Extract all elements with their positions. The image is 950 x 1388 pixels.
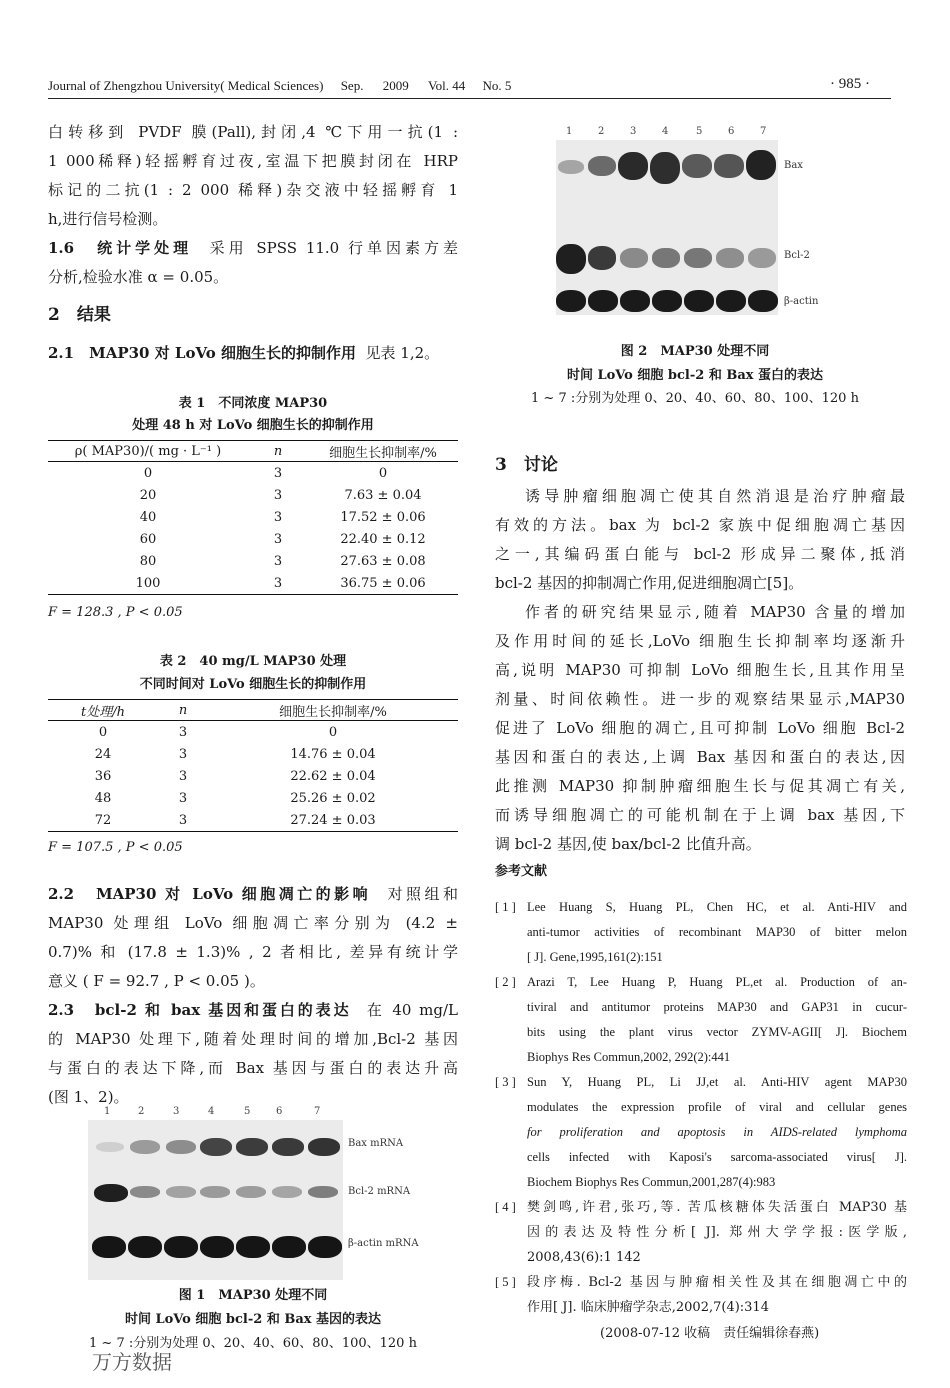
- reference-line: for proliferation and apoptosis in AIDS-related lymphoma: [527, 1125, 907, 1139]
- table-2-subtitle: 不同时间对 LoVo 细胞生长的抑制作用: [139, 677, 367, 692]
- received-note: (2008-07-12 收稿 责任编辑徐春燕): [600, 1326, 820, 1341]
- text-line: 采用 SPSS 11.0 行单因素方差: [209, 239, 458, 257]
- band: [200, 1138, 232, 1156]
- intro-paragraph: [48, 118, 458, 292]
- gel-image: [88, 1120, 343, 1280]
- running-header: [48, 78, 511, 94]
- reference-item: [495, 1270, 907, 1320]
- band: [716, 248, 744, 268]
- reference-line: tiviral and antitumor proteins MAP30 and GAP31 in cucur-: [527, 1000, 907, 1014]
- text-line: 见表 1,2。: [365, 344, 440, 362]
- table-cell: 40: [139, 509, 157, 525]
- text-line: 分析,检验水准 α = 0.05。: [48, 268, 229, 286]
- band: [652, 248, 680, 268]
- table-cell: 3: [178, 746, 188, 762]
- issue-year: 2009: [382, 78, 409, 93]
- table-cell: 36: [94, 768, 112, 784]
- text-line: [48, 880, 458, 909]
- column-header: 细胞生长抑制率/%: [308, 441, 458, 462]
- band: [746, 150, 776, 180]
- text-line: 0.7)% 和 (17.8 ± 1.3)% , 2 者相比, 差异有统计学: [48, 943, 458, 961]
- discussion-paragraph-1: [495, 482, 905, 859]
- band: [166, 1186, 196, 1198]
- column-header: n: [158, 700, 208, 721]
- band: [272, 1138, 304, 1156]
- table-cell: 80: [139, 553, 157, 569]
- lane-number: 6: [276, 1106, 283, 1117]
- text-line: 白转移到 PVDF 膜(Pall),封闭,4 ℃下用一抗(1 :: [48, 123, 458, 141]
- table-cell: 3: [273, 487, 283, 503]
- band: [684, 290, 714, 312]
- table-cell: 3: [178, 724, 188, 740]
- text-line: 对照组和: [387, 885, 458, 903]
- table-cell: 17.52 ± 0.06: [340, 509, 426, 525]
- gel-image: [556, 140, 778, 315]
- watermark: 万方数据: [92, 1350, 172, 1374]
- table-1-note: F = 128.3 , P < 0.05: [48, 605, 183, 620]
- journal-name: Journal of Zhengzhou University( Medical Sciences): [48, 78, 324, 93]
- table-cell: 14.76 ± 0.04: [290, 746, 376, 762]
- reference-item: [495, 1195, 907, 1270]
- reference-number: [ 2 ]: [495, 975, 516, 989]
- band: [652, 290, 682, 312]
- text-line: 的 MAP30 处理下,随着处理时间的增加,Bcl-2 基因: [48, 1030, 458, 1048]
- figure-1: [80, 1100, 460, 1275]
- table-cell: 3: [178, 790, 188, 806]
- reference-number: [ 3 ]: [495, 1075, 516, 1089]
- reference-line: Biophys Res Commun,2002, 292(2):441: [527, 1050, 731, 1064]
- figure-2: [520, 120, 900, 320]
- reference-line: [ J]. Gene,1995,161(2):151: [527, 950, 663, 964]
- text-line: (图 1、2)。: [48, 1088, 129, 1106]
- table-row: [48, 528, 458, 550]
- issue-number: No. 5: [482, 78, 512, 93]
- heading-1-6: 1.6 统计学处理: [48, 239, 193, 257]
- table-1: [48, 440, 458, 595]
- table-cell: 20: [139, 487, 157, 503]
- text-line: bcl-2 基因的抑制凋亡作用,促进细胞凋亡[5]。: [495, 574, 804, 592]
- band-label: Bax mRNA: [348, 1138, 404, 1149]
- reference-line: bits using the plant virus vector ZYMV-AGII[ J]. Biochem: [527, 1025, 907, 1039]
- text-line: 意义 ( F = 92.7 , P < 0.05 )。: [48, 972, 265, 990]
- table-cell: 0: [328, 724, 338, 740]
- reference-line: 因的表达及特性分析[ J]. 郑州大学学报:医学版,: [527, 1225, 907, 1240]
- table-cell: 22.62 ± 0.04: [290, 768, 376, 784]
- table-cell: 72: [48, 809, 158, 832]
- band: [714, 154, 744, 178]
- table-2-note: F = 107.5 , P < 0.05: [48, 840, 183, 855]
- table-row: [48, 572, 458, 595]
- band: [748, 290, 778, 312]
- table-cell: 24: [94, 746, 112, 762]
- heading-2-2: 2.2 MAP30 对 LoVo 细胞凋亡的影响: [48, 885, 372, 903]
- band: [164, 1236, 198, 1258]
- section-1-6: [48, 234, 458, 263]
- reference-line: Sun Y, Huang PL, Li JJ,et al. Anti-HIV agent MAP30: [527, 1075, 907, 1089]
- text-line: 及作用时间的延长,LoVo 细胞生长抑制率均逐渐升: [495, 632, 905, 650]
- band: [620, 290, 650, 312]
- band: [308, 1138, 340, 1156]
- table-cell: 0: [98, 724, 108, 740]
- reference-line: anti-tumor activities of recombinant MAP30 of bitter melon: [527, 925, 907, 939]
- band: [94, 1184, 128, 1202]
- band: [618, 152, 648, 180]
- text-line: 标记的二抗(1 : 2 000 稀释)杂交液中轻摇孵育 1: [48, 181, 458, 199]
- text-line: 作者的研究结果显示,随着 MAP30 含量的增加: [525, 603, 905, 621]
- text-line: [48, 996, 458, 1025]
- lane-number: 4: [208, 1106, 215, 1117]
- table-row: [48, 809, 458, 832]
- table-2-title: 表 2 40 mg/L MAP30 处理: [159, 654, 347, 669]
- text-line: 之一,其编码蛋白能与 bcl-2 形成异二聚体,抵消: [495, 545, 905, 563]
- heading-2-1: 2.1 MAP30 对 LoVo 细胞生长的抑制作用: [48, 344, 356, 362]
- reference-line: modulates the expression profile of viral and cellular genes: [527, 1100, 907, 1114]
- reference-item: [495, 1070, 907, 1195]
- table-header-row: [48, 441, 458, 462]
- band: [236, 1186, 266, 1198]
- figure-1-caption: 图 1 MAP30 处理不同: [178, 1288, 328, 1303]
- band: [588, 156, 616, 176]
- table-cell: 3: [248, 572, 308, 595]
- band: [620, 248, 648, 268]
- text-line: 高,说明 MAP30 可抑制 LoVo 细胞生长,且其作用呈: [495, 661, 905, 679]
- table-cell: 25.26 ± 0.02: [290, 790, 376, 806]
- section-2-1: [48, 339, 458, 368]
- reference-line: 樊剑鸣,许君,张巧,等. 苦瓜核糖体失活蛋白 MAP30 基: [527, 1200, 907, 1215]
- band: [558, 160, 584, 174]
- text-line: 剂量、时间依赖性。进一步的观察结果显示,MAP30: [495, 690, 905, 708]
- band: [684, 248, 712, 268]
- band: [130, 1186, 160, 1198]
- table-2: [48, 699, 458, 832]
- lane-number: 5: [696, 126, 703, 137]
- band-label: β-actin: [784, 296, 819, 307]
- figure-2-legend: 1 ~ 7 :分别为处理 0、20、40、60、80、100、120 h: [531, 391, 859, 406]
- table-row: [48, 743, 458, 765]
- lane-number: 7: [314, 1106, 321, 1117]
- table-row: [48, 550, 458, 572]
- table-cell: 7.63 ± 0.04: [344, 487, 422, 503]
- text-line: 促进了 LoVo 细胞的凋亡,且可抑制 LoVo 细胞 Bcl-2: [495, 719, 905, 737]
- figure-2-caption: 时间 LoVo 细胞 bcl-2 和 Bax 蛋白的表达: [566, 368, 824, 383]
- reference-line: Lee Huang S, Huang PL, Chen HC, et al. Anti-HIV and: [527, 900, 907, 914]
- table-row: [48, 506, 458, 528]
- table-cell: 48: [94, 790, 112, 806]
- table-cell: 3: [273, 531, 283, 547]
- band: [650, 152, 680, 184]
- section-3-heading: 3 讨论: [495, 455, 558, 475]
- band: [588, 290, 618, 312]
- lane-number: 2: [138, 1106, 145, 1117]
- band: [308, 1236, 342, 1258]
- lane-number: 6: [728, 126, 735, 137]
- column-header: 细胞生长抑制率/%: [208, 700, 458, 721]
- table-row: [48, 721, 458, 744]
- band: [166, 1140, 196, 1154]
- table-cell: 27.24 ± 0.03: [208, 809, 458, 832]
- table-1-subtitle: 处理 48 h 对 LoVo 细胞生长的抑制作用: [132, 418, 374, 433]
- table-cell: 3: [273, 465, 283, 481]
- table-cell: 27.63 ± 0.08: [340, 553, 426, 569]
- section-2-heading: 2 结果: [48, 305, 111, 325]
- band: [588, 246, 616, 270]
- issue-volume: Vol. 44: [427, 78, 466, 93]
- band: [128, 1236, 162, 1258]
- table-cell: 60: [139, 531, 157, 547]
- band: [556, 244, 586, 274]
- text-line: 基因和蛋白的表达,上调 Bax 基因和蛋白的表达,因: [495, 748, 905, 766]
- band: [556, 290, 586, 312]
- text-line: 此推测 MAP30 抑制肿瘤细胞生长与促其凋亡有关,: [495, 777, 905, 795]
- table-cell: 3: [178, 768, 188, 784]
- band: [96, 1142, 124, 1152]
- column-header: n: [248, 441, 308, 462]
- band: [200, 1186, 230, 1198]
- table-row: [48, 765, 458, 787]
- header-rule: [48, 98, 891, 99]
- band: [748, 248, 776, 268]
- page-number: · 985 ·: [830, 76, 870, 92]
- text-line: 在 40 mg/L: [366, 1001, 458, 1019]
- text-line: 有效的方法。bax 为 bcl-2 家族中促细胞凋亡基因: [495, 516, 905, 534]
- reference-number: [ 4 ]: [495, 1200, 516, 1214]
- references-heading: 参考文献: [495, 864, 548, 879]
- reference-item: [495, 970, 907, 1070]
- table-cell: 3: [158, 809, 208, 832]
- band: [308, 1186, 338, 1198]
- table-cell: 3: [273, 509, 283, 525]
- band: [200, 1236, 234, 1258]
- section-2-2: [48, 880, 458, 1112]
- heading-2-3: 2.3 bcl-2 和 bax 基因和蛋白的表达: [48, 1001, 352, 1019]
- band: [236, 1236, 270, 1258]
- lane-number: 7: [760, 126, 767, 137]
- lane-number: 5: [244, 1106, 251, 1117]
- reference-number: [ 1 ]: [495, 900, 516, 914]
- band: [130, 1140, 160, 1154]
- band: [272, 1186, 302, 1198]
- table-cell: 0: [378, 465, 388, 481]
- figure-2-caption: 图 2 MAP30 处理不同: [620, 344, 770, 359]
- reference-line: Arazi T, Lee Huang P, Huang PL,et al. Production of an-: [527, 975, 907, 989]
- text-line: 诱导肿瘤细胞凋亡使其自然消退是治疗肿瘤最: [525, 487, 905, 505]
- reference-number: [ 5 ]: [495, 1275, 516, 1289]
- reference-line: cells infected with Kaposi's sarcoma-associated virus[ J].: [527, 1150, 907, 1164]
- table-cell: 3: [273, 553, 283, 569]
- band-label: β-actin mRNA: [348, 1238, 419, 1249]
- lane-number: 1: [566, 126, 573, 137]
- text-line: MAP30 处理组 LoVo 细胞凋亡率分别为 (4.2 ±: [48, 914, 458, 932]
- table-1-title: 表 1 不同浓度 MAP30: [178, 396, 328, 411]
- lane-number: 3: [630, 126, 637, 137]
- text-line: 调 bcl-2 基因,使 bax/bcl-2 比值升高。: [495, 835, 761, 853]
- issue-month: Sep.: [340, 78, 364, 93]
- lane-number: 3: [173, 1106, 180, 1117]
- table-cell: 0: [143, 465, 153, 481]
- table-row: [48, 462, 458, 485]
- band: [716, 290, 746, 312]
- reference-line: 作用[ J]. 临床肿瘤学杂志,2002,7(4):314: [527, 1300, 769, 1315]
- table-row: [48, 787, 458, 809]
- band: [682, 154, 712, 178]
- table-cell: 22.40 ± 0.12: [340, 531, 426, 547]
- table-cell: 36.75 ± 0.06: [308, 572, 458, 595]
- table-header-row: [48, 700, 458, 721]
- band-label: Bcl-2: [784, 250, 810, 261]
- band-label: Bcl-2 mRNA: [348, 1186, 411, 1197]
- figure-1-caption: 时间 LoVo 细胞 bcl-2 和 Bax 基因的表达: [124, 1312, 382, 1327]
- figure-1-legend: 1 ~ 7 :分别为处理 0、20、40、60、80、100、120 h: [89, 1336, 417, 1351]
- lane-number: 1: [104, 1106, 111, 1117]
- table-cell: 100: [48, 572, 248, 595]
- reference-line: 段序梅. Bcl-2 基因与肿瘤相关性及其在细胞凋亡中的: [527, 1275, 907, 1290]
- text-line: 与蛋白的表达下降,而 Bax 基因与蛋白的表达升高: [48, 1059, 458, 1077]
- table-row: [48, 484, 458, 506]
- column-header: ρ( MAP30)/( mg · L⁻¹ ): [48, 441, 248, 462]
- band-label: Bax: [784, 160, 803, 171]
- band: [92, 1236, 126, 1258]
- lane-number: 4: [662, 126, 669, 137]
- text-line: h,进行信号检测。: [48, 210, 168, 228]
- band: [236, 1138, 268, 1156]
- column-header: t处理/h: [48, 700, 158, 721]
- text-line: 而诱导细胞凋亡的可能机制在于上调 bax 基因,下: [495, 806, 905, 824]
- text-line: 1 000稀释)轻摇孵育过夜,室温下把膜封闭在 HRP: [48, 152, 458, 170]
- reference-line: 2008,43(6):1 142: [527, 1250, 641, 1265]
- lane-number: 2: [598, 126, 605, 137]
- reference-line: Biochem Biophys Res Commun,2001,287(4):983: [527, 1175, 776, 1189]
- band: [272, 1236, 306, 1258]
